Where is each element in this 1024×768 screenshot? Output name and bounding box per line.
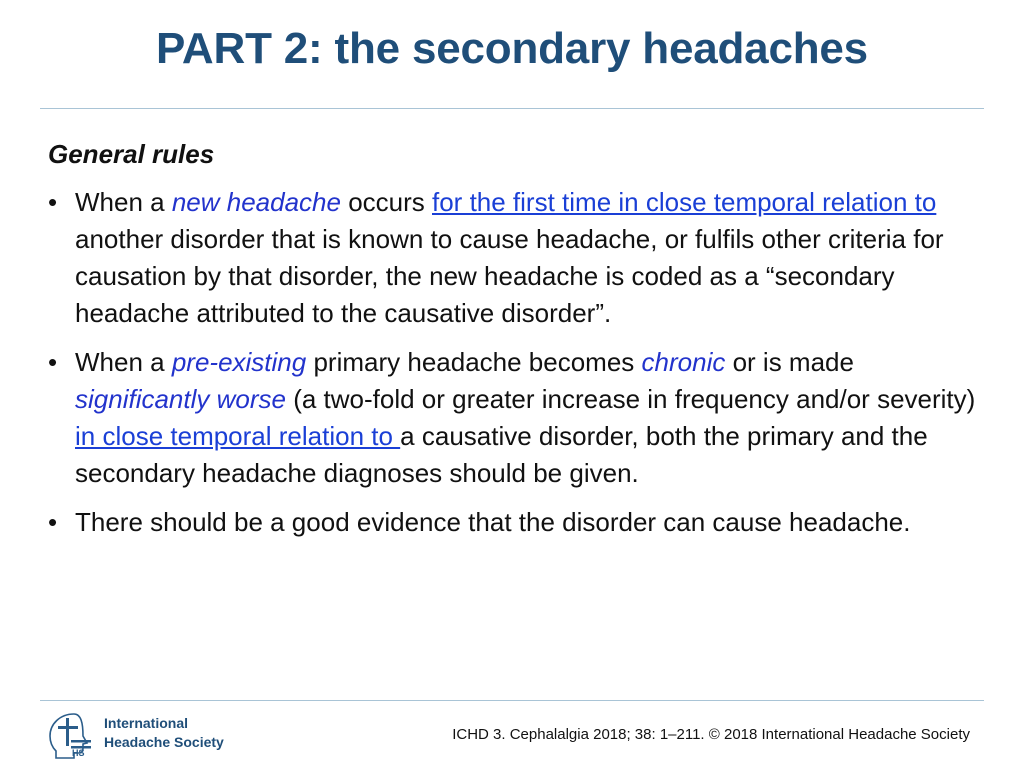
bullet-text: primary headache becomes <box>306 347 642 377</box>
emphasis-significantly-worse: significantly worse <box>75 384 286 414</box>
bullet-text: When a <box>75 187 172 217</box>
bullet-dot: • <box>48 507 58 537</box>
section-heading: General rules <box>48 139 215 169</box>
bullet-dot: • <box>48 347 58 377</box>
slide-title: PART 2: the secondary headaches <box>156 24 868 73</box>
title-divider <box>40 108 984 109</box>
bullet-text: (a two-fold or greater increase in frequency and/or severity) <box>285 384 976 414</box>
bullet-text: occurs <box>340 187 432 217</box>
bullet-item-2 <box>48 344 984 492</box>
bullet-item-3 <box>48 504 984 541</box>
ihs-logo-head-profile-icon <box>44 710 100 760</box>
bullet-text: a causative disorder, both the primary and the secondary headache diagnoses should be given. <box>75 421 928 488</box>
footer-divider <box>40 700 984 701</box>
link-close-temporal-relation[interactable]: in close temporal relation to <box>75 421 401 451</box>
bullet-text: When a <box>75 347 172 377</box>
bullet-dot: • <box>48 187 58 217</box>
bullet-text: There should be a good evidence that the disorder can cause headache. <box>75 507 911 537</box>
logo-text <box>104 714 224 752</box>
citation: ICHD 3. Cephalalgia 2018; 38: 1–211. © 2018 International Headache Society <box>452 726 970 743</box>
emphasis-pre-existing: pre-existing <box>171 347 307 377</box>
logo-line-1: International <box>104 715 189 731</box>
bullet-item-1 <box>48 184 984 332</box>
emphasis-chronic: chronic <box>641 347 726 377</box>
ihs-logo <box>44 708 234 762</box>
bullet-list <box>48 184 984 541</box>
emphasis-new-headache: new headache <box>171 187 341 217</box>
svg-text:HS: HS <box>72 748 85 758</box>
link-first-time-close-temporal-relation[interactable]: for the first time in close temporal relation to <box>432 187 937 217</box>
bullet-text: another disorder that is known to cause headache, or fulfils other criteria for causation by that disorder, the new headache is coded as a “secondary headache attributed to the causative disorder”. <box>75 224 944 328</box>
slide-content <box>48 136 984 553</box>
logo-line-2: Headache Society <box>104 734 224 750</box>
bullet-text: or is made <box>725 347 854 377</box>
